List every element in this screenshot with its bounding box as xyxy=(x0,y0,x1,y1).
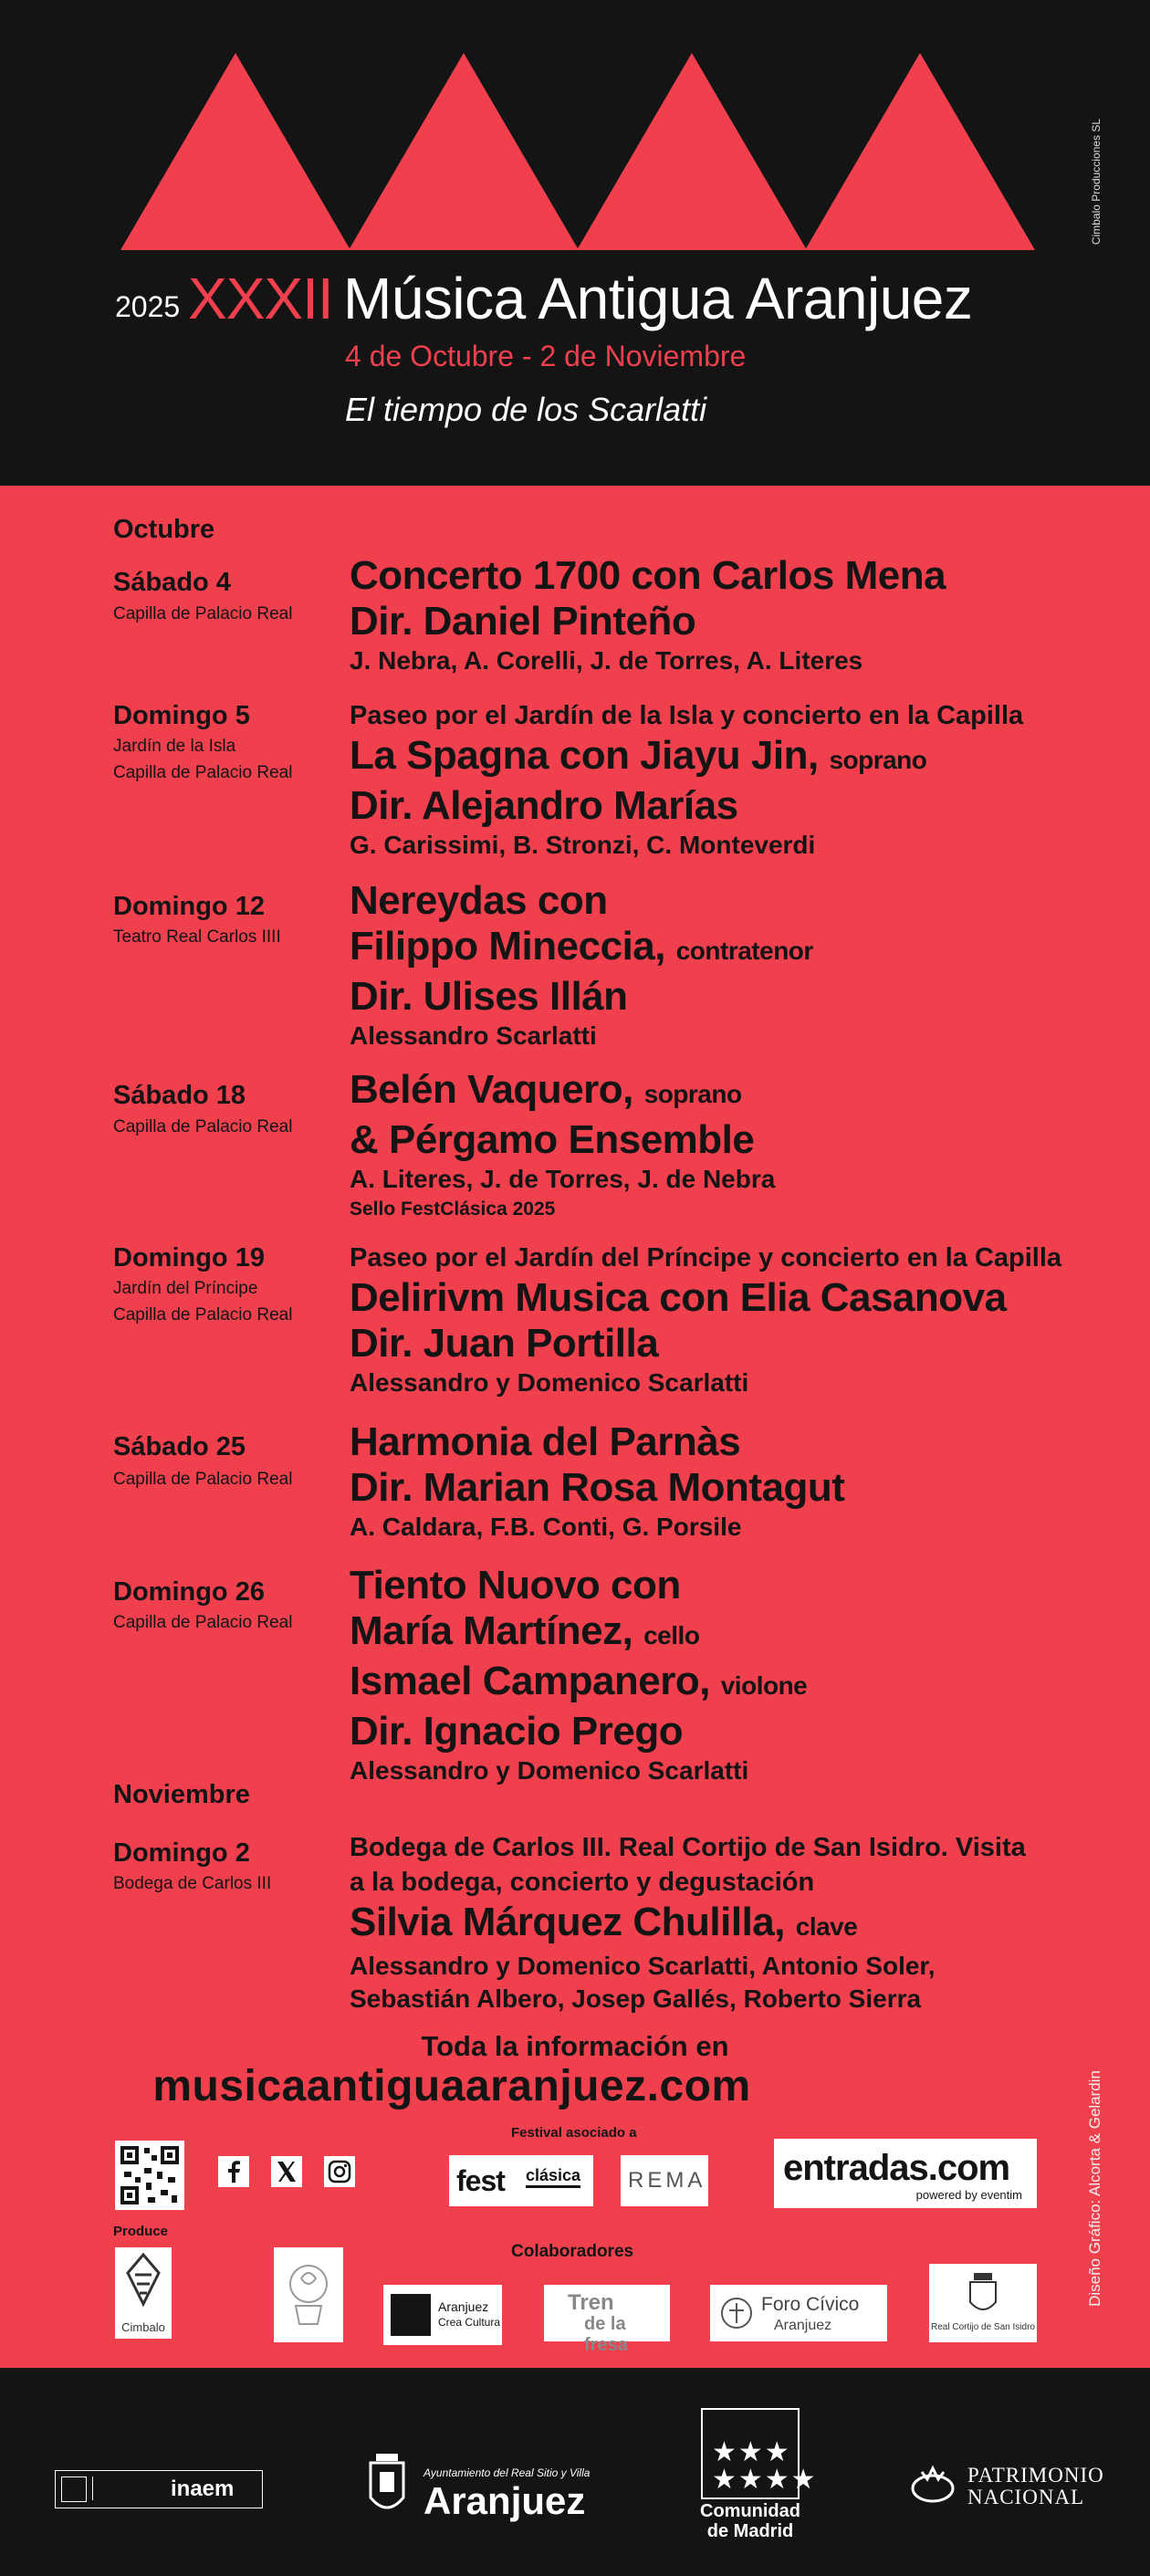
event-day: Domingo 26 xyxy=(113,1577,265,1607)
event-director: Dir. Daniel Pinteño xyxy=(350,599,696,644)
tren-fresa-logo: Tren de la fresa xyxy=(544,2285,670,2341)
event-soloist: Filippo Mineccia, contratenor xyxy=(350,924,813,969)
header xyxy=(0,0,1150,486)
colaboradores-label: Colaboradores xyxy=(511,2242,634,2261)
event-composers: A. Literes, J. de Torres, J. de Nebra xyxy=(350,1165,776,1193)
event-venue: Jardín de la Isla Capilla de Palacio Real xyxy=(113,737,293,782)
event-venue: Capilla de Palacio Real xyxy=(113,1613,293,1632)
aranjuez-crest-icon xyxy=(363,2452,411,2521)
event-day: Sábado 18 xyxy=(113,1081,246,1110)
event-composers: Alessandro y Domenico Scarlatti xyxy=(350,1756,749,1785)
event-venue: Bodega de Carlos III xyxy=(113,1874,272,1893)
event-details xyxy=(350,1563,1107,1787)
real-cortijo-logo: Real Cortijo de San Isidro xyxy=(929,2264,1037,2342)
event-details xyxy=(350,1241,1107,1399)
event-director: Dir. Marian Rosa Montagut xyxy=(350,1465,845,1510)
event-director: Dir. Alejandro Marías xyxy=(350,783,738,828)
event-director: Dir. Ulises Illán xyxy=(350,974,628,1019)
patrimonio-crown-icon xyxy=(909,2465,957,2505)
comunidad-madrid-logo: ★★★ ★★★★ xyxy=(701,2408,800,2499)
event-soloist: María Martínez, cello xyxy=(350,1608,700,1653)
triangle-2 xyxy=(349,53,579,250)
rema-logo: REMA xyxy=(621,2155,708,2206)
event-intro: Paseo por el Jardín de la Isla y concierto en la Capilla xyxy=(350,701,1024,730)
produce-label: Produce xyxy=(113,2224,169,2239)
event-intro: a la bodega, concierto y degustación xyxy=(350,1868,815,1897)
event-director: Dir. Ignacio Prego xyxy=(350,1709,684,1754)
ayuntamiento-label: Ayuntamiento del Real Sitio y Villa xyxy=(423,2466,591,2479)
event-director: Dir. Juan Portilla xyxy=(350,1321,659,1366)
design-credit: Diseño Gráfico: Alcorta & Gelardin xyxy=(1086,2070,1103,2307)
patrimonio-nacional-label: PATRIMONIO NACIONAL xyxy=(967,2464,1104,2508)
event-day: Domingo 12 xyxy=(113,892,265,921)
event-intro: Bodega de Carlos III. Real Cortijo de San Isidro. Visita xyxy=(350,1833,1026,1862)
event-details xyxy=(350,1830,1107,2016)
event-performer: La Spagna con Jiayu Jin, soprano xyxy=(350,733,927,778)
x-icon[interactable] xyxy=(271,2156,302,2187)
event-venue: Teatro Real Carlos IIII xyxy=(113,927,281,947)
event-day: Domingo 5 xyxy=(113,701,250,730)
event-performer: Tiento Nuovo con xyxy=(350,1563,681,1607)
aranjuez-wordmark: Aranjuez xyxy=(423,2479,586,2522)
event-composers: Alessandro y Domenico Scarlatti, Antonio Soler, xyxy=(350,1952,936,1980)
event-composers: Alessandro y Domenico Scarlatti xyxy=(350,1368,749,1397)
festival-subtitle: El tiempo de los Scarlatti xyxy=(345,391,707,428)
event-composers: A. Caldara, F.B. Conti, G. Porsile xyxy=(350,1513,742,1541)
event-day: Domingo 19 xyxy=(113,1243,265,1272)
event-soloist: Silvia Márquez Chulilla, clave xyxy=(350,1900,858,1944)
triangle-3 xyxy=(577,53,807,250)
festival-asociado-label: Festival asociado a xyxy=(511,2125,637,2141)
event-performer: Delirivm Musica con Elia Casanova xyxy=(350,1275,1007,1320)
website-link[interactable]: musicaantiguaaranjuez.com xyxy=(152,2062,751,2110)
event-details xyxy=(350,1067,1107,1223)
footer xyxy=(0,2368,1150,2576)
event-day: Sábado 4 xyxy=(113,568,231,597)
partner-crest-logo xyxy=(274,2247,343,2342)
festival-dates: 4 de Octubre - 2 de Noviembre xyxy=(345,340,747,372)
month-october: Octubre xyxy=(113,515,215,544)
event-details xyxy=(350,553,1107,677)
event-day: Sábado 25 xyxy=(113,1432,246,1461)
festclasica-logo: fest clásica xyxy=(449,2155,593,2206)
info-label: Toda la información en xyxy=(421,2030,729,2062)
event-details xyxy=(350,1419,1107,1544)
qr-code[interactable] xyxy=(115,2141,184,2210)
event-performer: Concerto 1700 con Carlos Mena xyxy=(350,553,946,598)
festival-edition: XXXII xyxy=(188,266,333,331)
event-venue: Jardín del Príncipe Capilla de Palacio Real xyxy=(113,1279,293,1325)
event-day: Domingo 2 xyxy=(113,1838,250,1868)
event-performer: & Pérgamo Ensemble xyxy=(350,1117,755,1162)
event-composers: Sebastián Albero, Josep Gallés, Roberto Sierra xyxy=(350,1984,922,2013)
aranjuez-crea-cultura-logo: Aranjuez Crea Cultura xyxy=(383,2285,502,2345)
event-details xyxy=(350,698,1107,862)
comunidad-madrid-label: Comunidad de Madrid xyxy=(700,2501,800,2541)
festival-name: Música Antigua Aranjuez xyxy=(343,266,973,331)
month-november: Noviembre xyxy=(113,1780,250,1809)
event-note: Sello FestClásica 2025 xyxy=(350,1199,556,1220)
festival-year: 2025 xyxy=(115,290,181,323)
facebook-icon[interactable] xyxy=(218,2156,249,2187)
event-composers: G. Carissimi, B. Stronzi, C. Monteverdi xyxy=(350,831,816,859)
event-venue: Capilla de Palacio Real xyxy=(113,1470,293,1489)
entradas-logo[interactable]: entradas.com powered by eventim xyxy=(774,2139,1037,2208)
foro-civico-logo: Foro Cívico Aranjuez xyxy=(710,2285,887,2341)
triangle-1 xyxy=(120,53,350,250)
event-composers: J. Nebra, A. Corelli, J. de Torres, A. Literes xyxy=(350,646,863,675)
triangle-4 xyxy=(805,53,1035,250)
ministerio-inaem-logo: inaem xyxy=(55,2470,263,2508)
event-intro: Paseo por el Jardín del Príncipe y concierto en la Capilla xyxy=(350,1243,1062,1272)
event-venue: Capilla de Palacio Real xyxy=(113,1117,293,1136)
event-venue: Capilla de Palacio Real xyxy=(113,604,293,623)
event-soloist: Belén Vaquero, soprano xyxy=(350,1067,742,1112)
event-soloist: Ismael Campanero, violone xyxy=(350,1659,808,1703)
cimbalo-logo: Cimbalo xyxy=(115,2247,172,2339)
event-performer: Nereydas con xyxy=(350,878,608,923)
event-performer: Harmonia del Parnàs xyxy=(350,1419,741,1464)
event-details xyxy=(350,878,1107,1052)
producer-credit: Cimbalo Producciones SL xyxy=(1090,119,1103,246)
event-composers: Alessandro Scarlatti xyxy=(350,1021,597,1050)
instagram-icon[interactable] xyxy=(324,2156,355,2187)
